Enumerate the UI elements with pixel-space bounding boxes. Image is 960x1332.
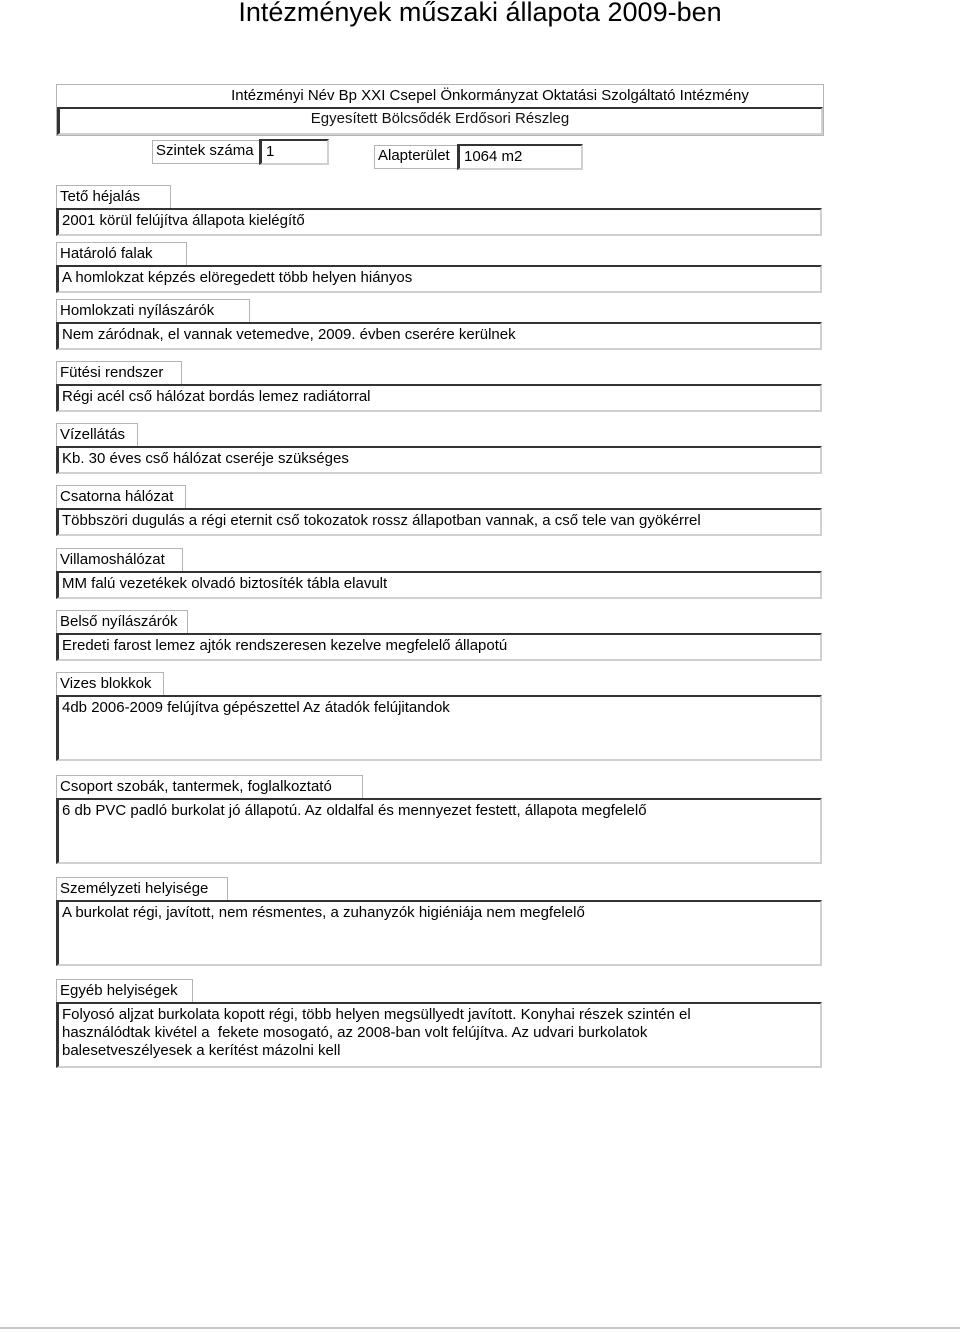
section-electrical (56, 548, 822, 600)
section-water-supply (56, 423, 822, 475)
section-value: Eredeti farost lemez ajtók rendszeresen kezelve megfelelő állapotú (56, 633, 822, 661)
section-value: Nem záródnak, el vannak vetemedve, 2009. évben cserére kerülnek (56, 322, 822, 350)
section-label: Egyéb helyiségek (56, 979, 193, 1002)
levels-label: Szintek száma (152, 140, 262, 164)
section-label: Tető héjalás (56, 185, 171, 208)
page-title: Intézmények műszaki állapota 2009-ben (238, 0, 722, 27)
section-label: Fütési rendszer (56, 361, 182, 384)
section-value: Többszöri dugulás a régi eternit cső tokozatok rossz állapotban vannak, a cső tele van gyökérrel (56, 508, 822, 536)
institution-name-line2: Egyesített Bölcsődék Erdősori Részleg (310, 110, 570, 127)
section-value: Kb. 30 éves cső hálózat cseréje szükséges (56, 446, 822, 474)
area-label: Alapterület (374, 145, 459, 169)
section-facade-openings (56, 299, 822, 352)
section-value: MM falú vezetékek olvadó biztosíték tábla elavult (56, 571, 822, 599)
section-value: 4db 2006-2009 felújítva gépészettel Az átadók felújitandok (56, 695, 822, 761)
section-other-rooms (56, 979, 822, 1069)
institution-name-line1: Intézményi Név Bp XXI Csepel Önkormányzat Oktatási Szolgáltató Intézmény (231, 87, 749, 104)
section-walls (56, 242, 822, 295)
section-label: Vízellátás (56, 423, 138, 446)
page-bottom-divider (0, 1327, 960, 1329)
section-roof (56, 185, 822, 238)
section-staff-rooms (56, 877, 822, 966)
levels-field: 1 (259, 139, 329, 165)
section-label: Vizes blokkok (56, 672, 164, 695)
section-value: A burkolat régi, javított, nem résmentes, a zuhanyzók higiéniája nem megfelelő (56, 900, 822, 966)
section-value: 2001 körül felújítva állapota kielégítő (56, 208, 822, 236)
section-sewer (56, 485, 822, 538)
section-value: 6 db PVC padló burkolat jó állapotú. Az oldalfal és mennyezet festett, állapota megfelelő (56, 798, 822, 864)
section-label: Határoló falak (56, 242, 187, 265)
section-group-rooms (56, 775, 822, 864)
section-value: A homlokzat képzés elöregedett több helyen hiányos (56, 265, 822, 293)
section-label: Csoport szobák, tantermek, foglalkoztató (56, 775, 363, 798)
section-label: Belső nyílászárók (56, 610, 188, 633)
section-label: Homlokzati nyílászárók (56, 299, 250, 322)
section-label: Személyzeti helyisége (56, 877, 228, 900)
section-heating (56, 361, 822, 413)
section-label: Villamoshálózat (56, 548, 183, 571)
section-label: Csatorna hálózat (56, 485, 186, 508)
section-value: Folyosó aljzat burkolata kopott régi, több helyen megsüllyedt javított. Konyhai részek szintén el használódtak kivétel a fekete mosogató, az 2008-ban volt felújítva. Az udvari burkolatok balesetveszélyesek a kerítést mázolni kell (56, 1002, 822, 1068)
institution-name-field (56, 84, 824, 136)
section-wet-blocks (56, 672, 822, 762)
area-field: 1064 m2 (457, 144, 583, 170)
section-interior-openings (56, 610, 822, 663)
section-value: Régi acél cső hálózat bordás lemez radiátorral (56, 384, 822, 412)
